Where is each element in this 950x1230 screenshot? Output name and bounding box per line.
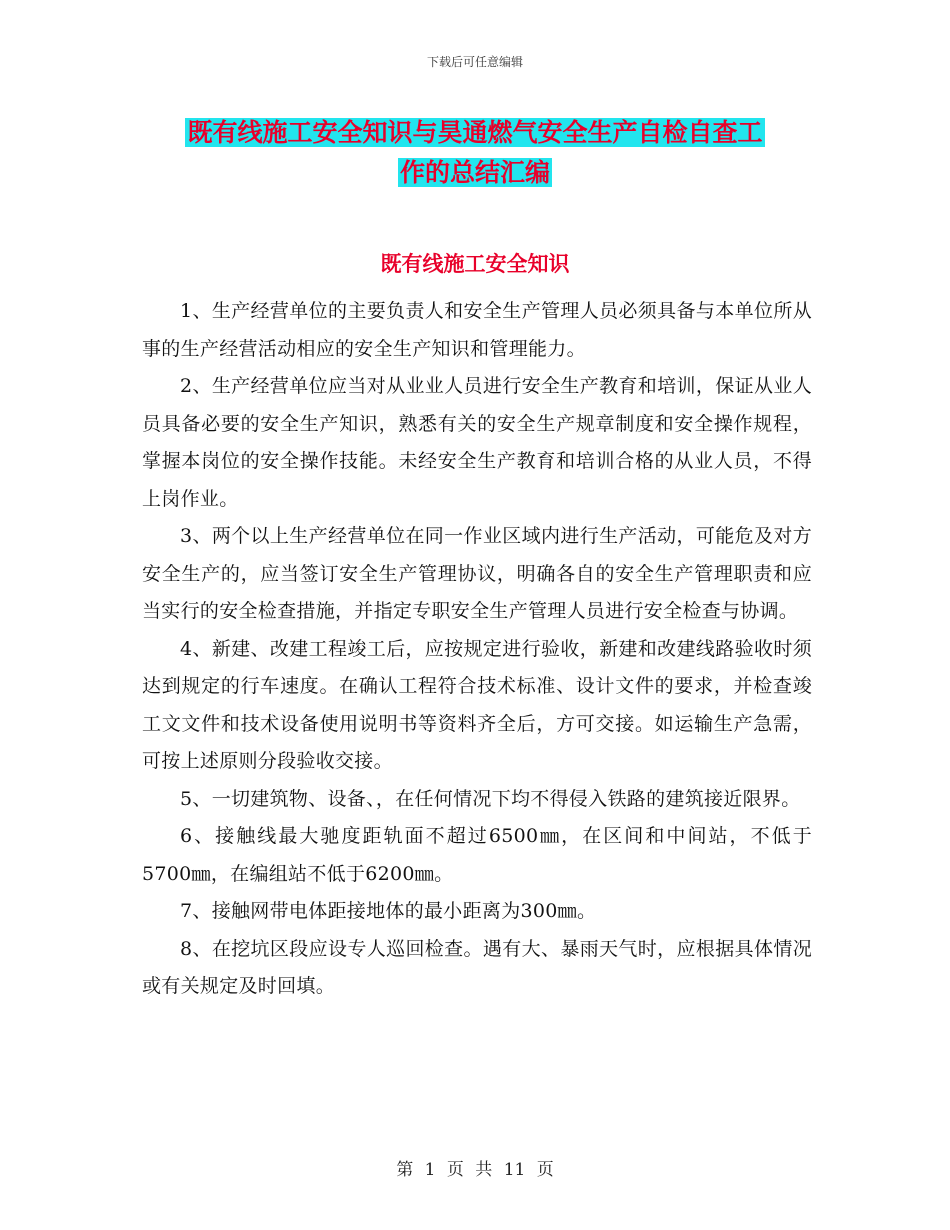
document-title [0, 113, 950, 193]
paragraph: 5、一切建筑物、设备、，在任何情况下均不得侵入铁路的建筑接近限界。 [180, 787, 801, 810]
body-text [142, 293, 812, 1006]
paragraph: 7、接触网带电体距接地体的最小距离为300㎜。 [180, 900, 597, 922]
section-heading: 既有线施工安全知识 [380, 252, 570, 276]
paragraph: 8、在挖坑区段应设专人巡回检查。遇有大、暴雨天气时，应根据具体情况或有关规定及时回填。 [142, 937, 812, 997]
page-footer: 第 1 页 共 11 页 [396, 1160, 554, 1180]
paragraph: 1、生产经营单位的主要负责人和安全生产管理人员必须具备与本单位所从事的生产经营活动相应的安全生产知识和管理能力。 [142, 300, 812, 360]
paragraph: 4、新建、改建工程竣工后，应按规定进行验收，新建和改建线路验收时须达到规定的行车速度。在确认工程符合技术标准、设计文件的要求，并检查竣工文文件和技术设备使用说明书等资料齐全后，方可交接。如运输生产急需，可按上述原则分段验收交接。 [142, 637, 812, 772]
paragraph: 6、接触线最大驰度距轨面不超过6500㎜，在区间和中间站，不低于5700㎜，在编组站不低于6200㎜。 [142, 825, 812, 885]
title-line-1: 既有线施工安全知识与昊通燃气安全生产自检自查工 [187, 118, 763, 147]
title-line-2: 作的总结汇编 [399, 158, 550, 187]
paragraph: 3、两个以上生产经营单位在同一作业区域内进行生产活动，可能危及对方安全生产的，应当签订安全生产管理协议，明确各自的安全生产管理职责和应当实行的安全检查措施，并指定专职安全生产管理人员进行安全检查与协调。 [142, 525, 812, 622]
paragraph: 2、生产经营单位应当对从业业人员进行安全生产教育和培训，保证从业人员具备必要的安全生产知识，熟悉有关的安全生产规章制度和安全操作规程，掌握本岗位的安全操作技能。未经安全生产教育和培训合格的从业人员，不得上岗作业。 [142, 375, 812, 510]
header-note: 下载后可任意编辑 [426, 55, 523, 69]
